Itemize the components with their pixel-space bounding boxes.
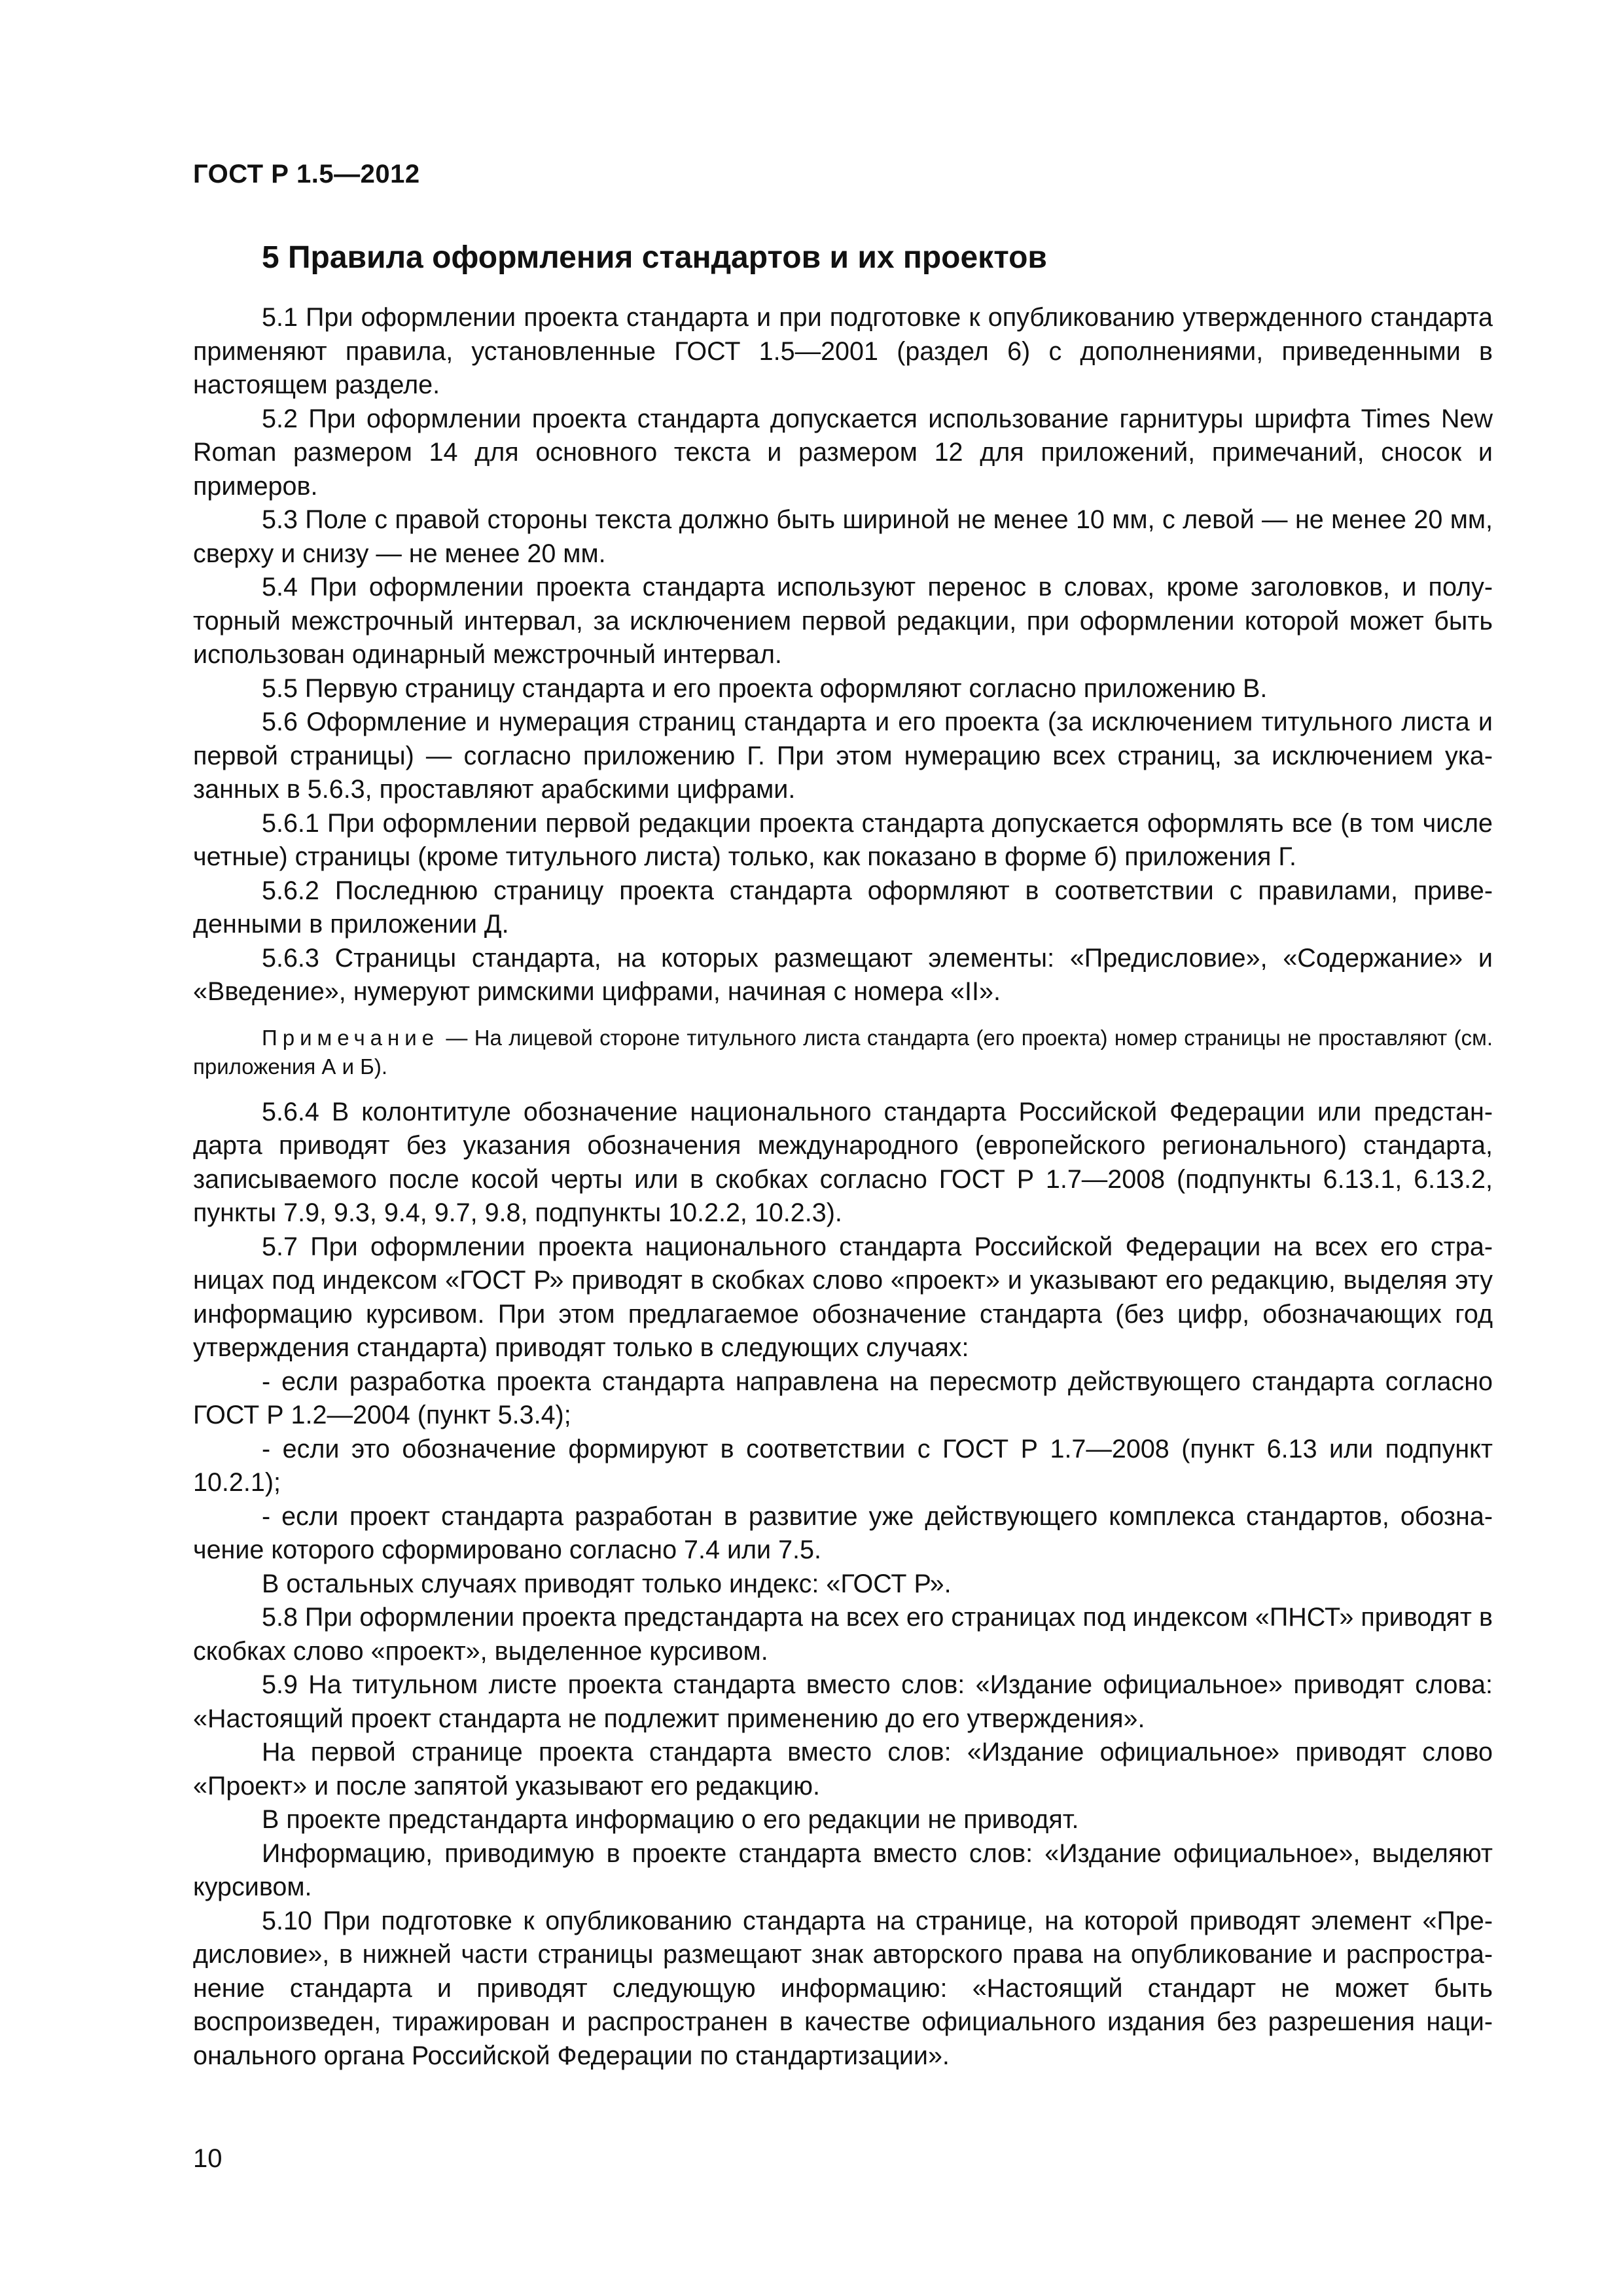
document-designation: ГОСТ Р 1.5—2012 (193, 160, 420, 188)
page-number: 10 (193, 2144, 223, 2173)
paragraph-5-2: 5.2 При оформлении проекта стандарта допускается использование гарнитуры шрифта Times New Roman размером 14 для основного текста и размером 12 для приложений, примечаний, сносок и примеров. (193, 404, 1493, 501)
paragraph-other-cases: В остальных случаях приводят только индекс: «ГОСТ Р». (262, 1569, 952, 1598)
paragraph-5-6-2: 5.6.2 Последнюю страницу проекта стандарта оформляют в соответствии с правилами, приведенными в приложении Д. (193, 876, 1493, 939)
paragraph-prestandard: В проекте предстандарта информацию о его редакции не приводят. (262, 1805, 1079, 1834)
note-label: Примечание (262, 1025, 440, 1050)
paragraph-5-8: 5.8 При оформлении проекта предстандарта на всех его страницах под индексом «ПНСТ» приводят в скобках слово «проект», выделенное курсивом. (193, 1603, 1493, 1666)
paragraph-5-1: 5.1 При оформлении проекта стандарта и при подготовке к опубликованию утвержденного стандарта применяют правила, установленные ГОСТ 1.5—2001 (раздел 6) с дополнениями, приведенными в настоящем разделе. (193, 303, 1493, 399)
paragraph-italic-info: Информацию, приводимую в проекте стандарта вместо слов: «Издание официальное», выделяют курсивом. (193, 1839, 1493, 1901)
paragraph-5-7: 5.7 При оформлении проекта национального стандарта Российской Федерации на всех его страницах под индексом «ГОСТ Р» приводят в скобках слово «проект» и указывают его редакцию, выделяя эту информацию курсивом. При этом предлагаемое обозначение стандарта (без цифр, обозначающих год утверждения стандарта) приводят только в следующих случаях: (193, 1232, 1493, 1362)
paragraph-5-6-3: 5.6.3 Страницы стандарта, на которых размещают элементы: «Предисловие», «Содержание» и «Введение», нумеруют римскими цифрами, начиная с номера «II». (193, 943, 1493, 1006)
paragraph-5-6-1: 5.6.1 При оформлении первой редакции проекта стандарта допускается оформлять все (в том числе четные) страницы (кроме титульного листа) только, как показано в форме б) приложения Г. (193, 808, 1493, 871)
note (193, 1024, 1493, 1081)
note-text: — На лицевой стороне титульного листа стандарта (его проекта) номер страницы не проставляют (см. приложения А и Б). (193, 1025, 1493, 1079)
section-body (193, 301, 1493, 2073)
paragraph-5-10: 5.10 При подготовке к опубликованию стандарта на странице, на которой приводят элемент «Предисловие», в нижней части страницы размещают знак авторского права на опубликование и распространение стандарта и приводят следующую информацию: «Настоящий стандарт не может быть воспроизведен, тиражирован и распространен в качестве официального издания без разрешения национального органа Российской Федерации по стандартизации». (193, 1906, 1493, 2070)
list-item: - если проект стандарта разработан в развитие уже действующего комплекса стандартов, обозначение которого сформировано согласно 7.4 или 7.5. (193, 1501, 1493, 1564)
paragraph-5-9: 5.9 На титульном листе проекта стандарта вместо слов: «Издание официальное» приводят слова: «Настоящий проект стандарта не подлежит применению до его утверждения». (193, 1670, 1493, 1733)
list-item: - если разработка проекта стандарта направлена на пересмотр действующего стандарта согласно ГОСТ Р 1.2—2004 (пункт 5.3.4); (193, 1367, 1493, 1429)
paragraph-5-4: 5.4 При оформлении проекта стандарта используют перенос в словах, кроме заголовков, и полуторный межстрочный интервал, за исключением первой редакции, при оформлении которой может быть использован одинарный межстрочный интервал. (193, 573, 1493, 669)
paragraph-5-3: 5.3 Поле с правой стороны текста должно быть шириной не менее 10 мм, с левой — не менее 20 мм, сверху и снизу — не менее 20 мм. (193, 505, 1493, 568)
paragraph-first-page: На первой странице проекта стандарта вместо слов: «Издание официальное» приводят слово «Проект» и после запятой указывают его редакцию. (193, 1738, 1493, 1801)
paragraph-5-6: 5.6 Оформление и нумерация страниц стандарта и его проекта (за исключением титульного листа и первой страницы) — согласно приложению Г. При этом нумерацию всех страниц, за исключением указанных в 5.6.3, проставляют арабскими цифрами. (193, 708, 1493, 804)
paragraph-5-5: 5.5 Первую страницу стандарта и его проекта оформляют согласно приложению В. (262, 673, 1268, 703)
list-item: - если это обозначение формируют в соответствии с ГОСТ Р 1.7—2008 (пункт 6.13 или подпункт 10.2.1); (193, 1434, 1493, 1497)
paragraph-5-6-4: 5.6.4 В колонтитуле обозначение национального стандарта Российской Федерации или предстандарта приводят без указания обозначения международного (европейского регионального) стандарта, записываемого после косой черты или в скобках согласно ГОСТ Р 1.7—2008 (подпункты 6.13.1, 6.13.2, пункты 7.9, 9.3, 9.4, 9.7, 9.8, подпункты 10.2.2, 10.2.3). (193, 1097, 1493, 1227)
section-title: 5 Правила оформления стандартов и их проектов (262, 240, 1047, 275)
